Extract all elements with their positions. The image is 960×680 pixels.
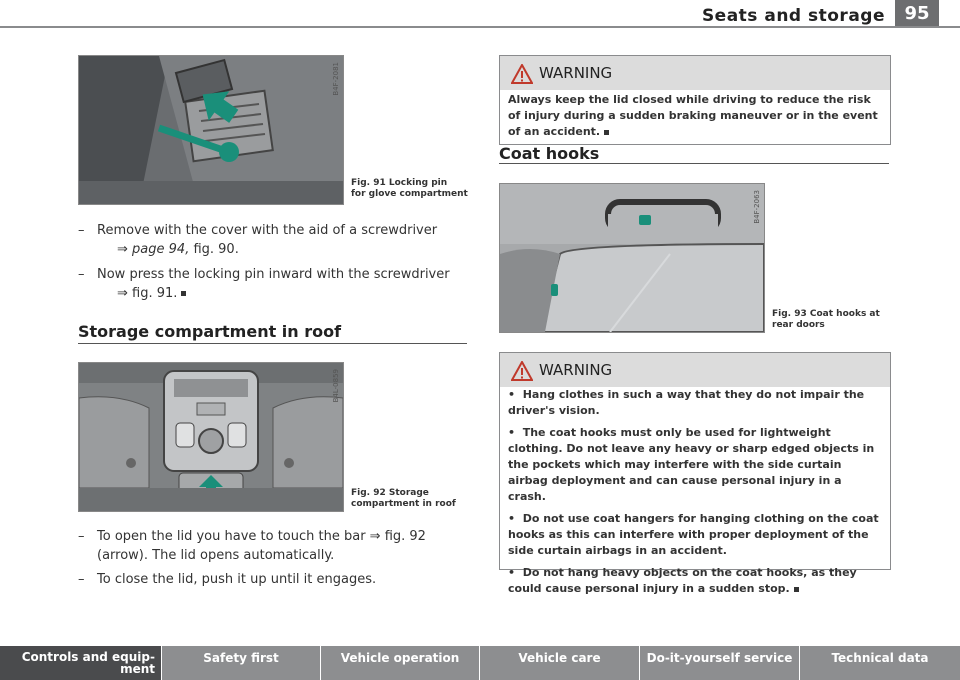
end-of-section-marker [604, 130, 609, 135]
figure-roof-storage [78, 362, 344, 512]
warning-header: WARNING [500, 56, 890, 90]
warning-bullet: • The coat hooks must only be used for lightweight clothing. Do not leave any heavy or sharp edged objects in the pockets which may interfere with the side curtain airbag deployment and can cause personal injury in a crash. [508, 426, 875, 503]
chapter-footer-nav [0, 646, 960, 680]
figure-code: B4F-2081 [332, 62, 340, 96]
warning-text [500, 387, 890, 607]
footer-tab-technical-data[interactable]: Technical data [800, 646, 960, 680]
warning-box [499, 352, 891, 595]
figure-caption: Fig. 93 Coat hooks at rear doors [772, 309, 880, 330]
warning-triangle-icon [511, 64, 533, 84]
coat-hooks-illustration [500, 184, 764, 332]
figure-glove-compartment-pin [78, 55, 344, 205]
instruction-step: – Now press the locking pin inward with the screwdriver ⇒ fig. 91. [78, 267, 450, 301]
figure-code: B4L-0859 [332, 369, 340, 403]
heading-rule [78, 343, 467, 344]
section-heading: Coat hooks [499, 144, 600, 163]
page-reference-link[interactable]: page 94, [132, 242, 190, 257]
footer-tab-vehicle-operation[interactable]: Vehicle operation [321, 646, 480, 680]
instruction-step: – To open the lid you have to touch the bar ⇒ fig. 92 (arrow). The lid opens automatically. [78, 529, 426, 563]
roof-storage-illustration [79, 363, 343, 511]
warning-header: WARNING [500, 353, 890, 387]
heading-rule [499, 163, 889, 164]
footer-tab-controls[interactable]: Controls and equip- ment [0, 646, 162, 680]
warning-triangle-icon [511, 361, 533, 381]
footer-tab-safety[interactable]: Safety first [162, 646, 321, 680]
instruction-step: – Remove with the cover with the aid of a screwdriver ⇒ page 94, fig. 90. [78, 223, 438, 257]
figure-coat-hooks [499, 183, 765, 333]
end-of-section-marker [181, 291, 186, 296]
page-number: 95 [895, 0, 939, 27]
end-of-section-marker [794, 587, 799, 592]
footer-tab-vehicle-care[interactable]: Vehicle care [480, 646, 640, 680]
figure-caption: Fig. 91 Locking pin for glove compartment [351, 178, 468, 199]
footer-tab-diy-service[interactable]: Do-it-yourself service [640, 646, 800, 680]
warning-box [499, 55, 891, 145]
section-heading: Storage compartment in roof [78, 322, 342, 341]
header-rule [0, 26, 960, 28]
figure-code: B4F-2063 [753, 190, 761, 224]
figure-caption: Fig. 92 Storage compartment in roof [351, 488, 456, 509]
warning-bullet: • Do not hang heavy objects on the coat hooks, as they could cause personal injury in a sudden stop. [508, 566, 857, 595]
warning-bullet: • Do not use coat hangers for hanging clothing on the coat hooks as this can interfere with proper deployment of the side curtain airbags in an accident. [508, 512, 879, 557]
section-title: Seats and storage [701, 6, 885, 26]
warning-text: Always keep the lid closed while driving to reduce the risk of injury during a sudden braking maneuver or in the event of an accident. [508, 93, 878, 138]
warning-bullet: • Hang clothes in such a way that they do not impair the driver's vision. [508, 388, 865, 417]
instruction-step: – To close the lid, push it up until it engages. [78, 572, 377, 587]
glove-compartment-illustration [79, 56, 343, 204]
